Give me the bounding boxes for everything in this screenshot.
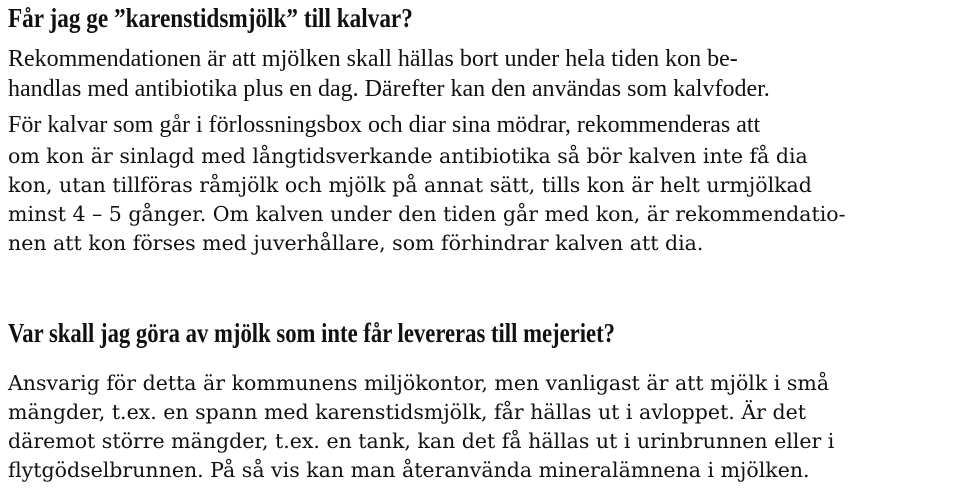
body-line: Ansvarig för detta är kommunens miljökontor, men vanligast är att mjölk i små: [8, 371, 830, 395]
body-line: däremot större mängder, t.ex. en tank, kan det få hällas ut i urinbrunnen eller i: [8, 429, 835, 453]
body-line: flytgödselbrunnen. På så vis kan man återanvända mineralämnena i mjölken.: [8, 458, 810, 482]
body-line: nen att kon förses med juverhållare, som förhindrar kalven att dia.: [8, 231, 704, 255]
body-line: Rekommendationen är att mjölken skall hällas bort under hela tiden kon be-: [8, 46, 738, 72]
section-heading-karenstidsmjolk: Får jag ge ”karenstidsmjölk” till kalvar?: [8, 3, 413, 33]
body-line: mängder, t.ex. en spann med karenstidsmjölk, får hällas ut i avloppet. Är det: [8, 400, 806, 424]
body-line: om kon är sinlagd med långtidsverkande antibiotika så bör kalven inte få dia: [8, 144, 808, 168]
section-heading-mjolk-disposal: Var skall jag göra av mjölk som inte får levereras till mejeriet?: [8, 318, 615, 348]
body-line: För kalvar som går i förlossningsbox och diar sina mödrar, rekommenderas att: [8, 112, 761, 138]
body-line: kon, utan tillföras råmjölk och mjölk på annat sätt, tills kon är helt urmjölkad: [8, 173, 812, 197]
body-line: minst 4 – 5 gånger. Om kalven under den tiden går med kon, är rekommendatio-: [8, 202, 846, 226]
body-line: handlas med antibiotika plus en dag. Därefter kan den användas som kalvfoder.: [8, 76, 770, 102]
